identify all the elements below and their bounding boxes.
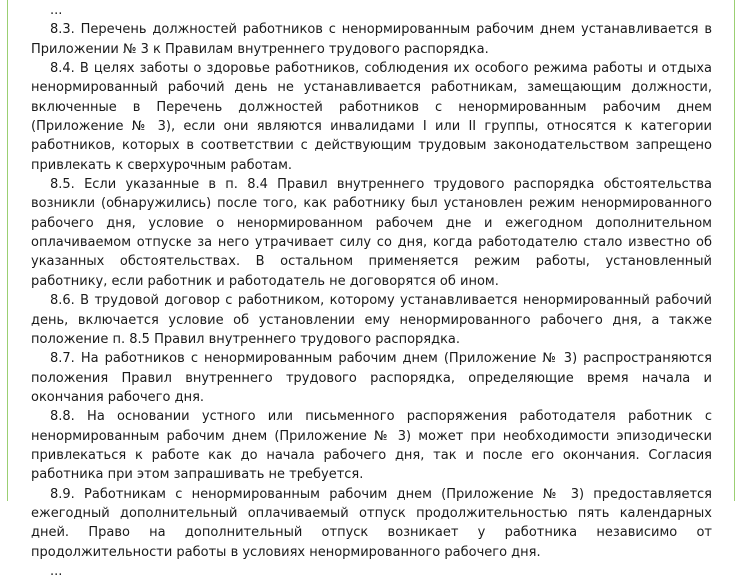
bottom-ellipsis: ... [50, 563, 63, 579]
top-ellipsis: ... [50, 3, 63, 18]
right-border-line [734, 0, 735, 501]
paragraph-8-9: 8.9. Работникам с ненормированным рабочим днем (Приложение № 3) предоставляется ежегодный дополнительный оплачиваемый отпуск продолжительностью пять календарных дней. Право на дополнительный отпуск возникает у работника независимо от продолжительности работы в условиях ненормированного рабочего дня. [31, 486, 712, 560]
paragraph-8-7: 8.7. На работников с ненормированным рабочим днем (Приложение № 3) распространяются положения Правил внутреннего трудового распорядка, определяющие время начала и окончания рабочего дня. [31, 351, 712, 405]
paragraph-8-5: 8.5. Если указанные в п. 8.4 Правил внутреннего трудового распорядка обстоятельства возникли (обнаружились) после того, как работнику был установлен режим ненормированного рабочего дня, условие о ненормированном рабочем дне и ежегодном дополнительном оплачиваемом отпуске за него утрачивает силу со дня, когда работодателю стало известно об указанных обстоятельствах. В остальном применяется режим работы, установленный работнику, если работник и работодатель не договорятся об ином. [31, 177, 712, 289]
document-frame [4, 0, 738, 579]
paragraph-8-3: 8.3. Перечень должностей работников с ненормированным рабочим днем устанавливается в Приложении № 3 к Правилам внутреннего трудового распорядка. [31, 22, 712, 57]
paragraph-8-8: 8.8. На основании устного или письменного распоряжения работодателя работник с ненормированным рабочим днем (Приложение № 3) может при необходимости эпизодически привлекаться к работе как до начала рабочего дня, так и после его окончания. Согласия работника при этом запрашивать не требуется. [31, 409, 712, 483]
document-body [31, 0, 712, 581]
paragraph-8-4: 8.4. В целях заботы о здоровье работников, соблюдения их особого режима работы и отдыха ненормированный рабочий день не устанавливается работникам, замещающим должности, включенные в Перечень должностей работников с ненормированным рабочим днем (Приложение № 3), если они являются инвалидами I или II группы, относятся к категории работников, которых в соответствии с действующим трудовым законодательством запрещено привлекать к сверхурочным работам. [31, 61, 712, 173]
left-border-line [7, 0, 8, 501]
paragraph-8-6: 8.6. В трудовой договор с работником, которому устанавливается ненормированный рабочий день, включается условие об установлении ему ненормированного рабочего дня, а также положение п. 8.5 Правил внутреннего трудового распорядка. [31, 293, 712, 347]
